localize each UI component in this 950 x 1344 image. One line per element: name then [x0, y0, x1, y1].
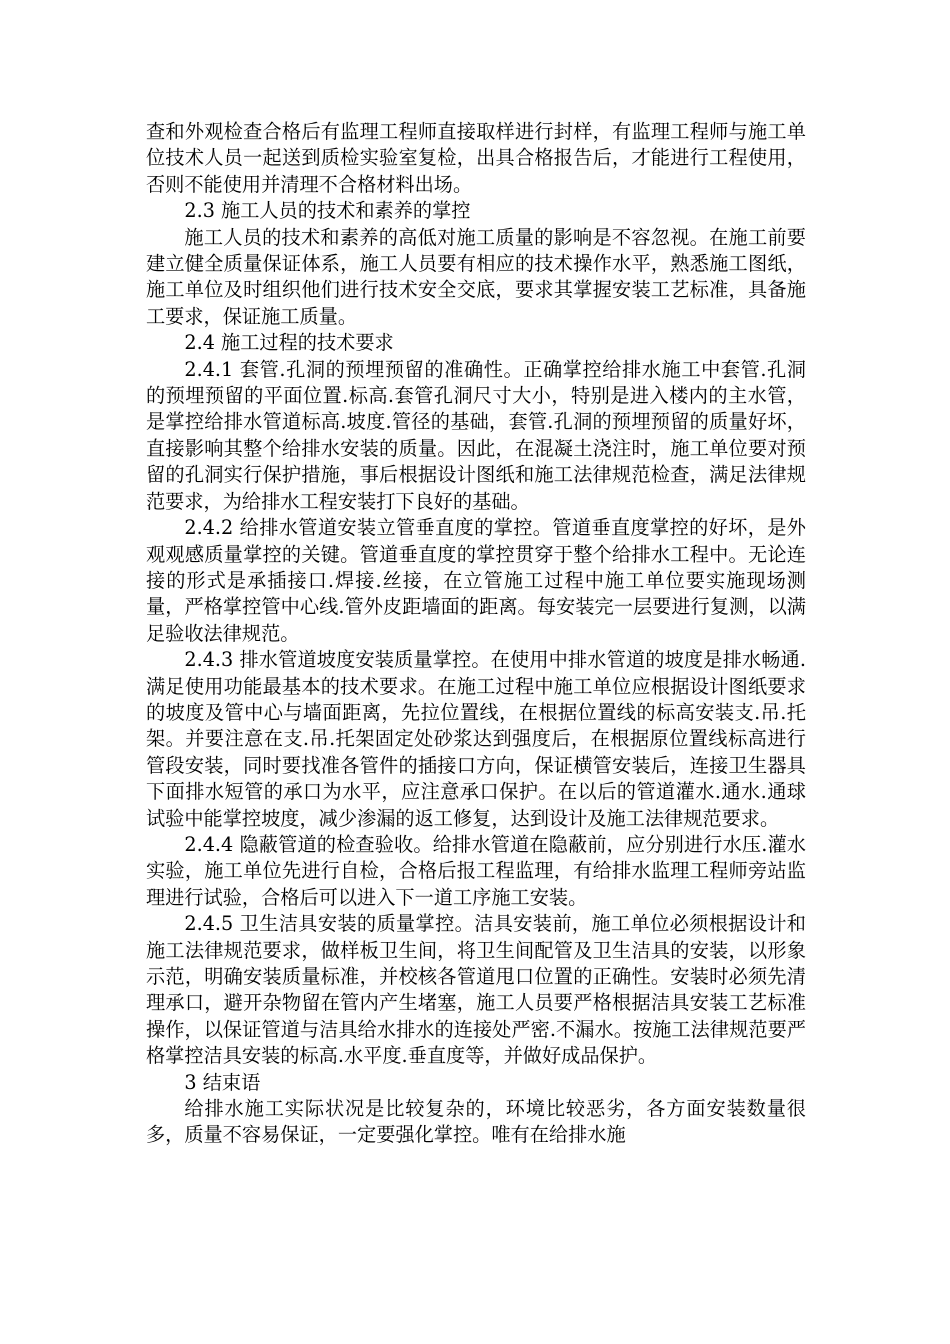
- document-page: [146, 119, 806, 1149]
- paragraph-continuation: 查和外观检查合格后有监理工程师直接取样进行封样，有监理工程师与施工单位技术人员一起送到质检实验室复检，出具合格报告后，才能进行工程使用，否则不能使用并清理不合格材料出场。: [146, 120, 806, 196]
- paragraph-2-4-4: 2.4.4 隐蔽管道的检查验收。给排水管道在隐蔽前，应分别进行水压.灌水实验，施工单位先进行自检，合格后报工程监理，有给排水监理工程师旁站监理进行试验，合格后可以进入下一道工序施工安装。: [146, 832, 806, 909]
- paragraph-2-4-5: 2.4.5 卫生洁具安装的质量掌控。洁具安装前，施工单位必须根据设计和施工法律规范要求，做样板卫生间，将卫生间配管及卫生洁具的安装，以形象示范，明确安装质量标准，并校核各管道甩口位置的正确性。安装时必须先清理承口，避开杂物留在管内产生堵塞，施工人员要严格根据洁具安装工艺标准操作，以保证管道与洁具给水排水的连接处严密.不漏水。按施工法律规范要严格掌控洁具安装的标高.水平度.垂直度等，并做好成品保护。: [146, 912, 806, 1068]
- section-heading-2-4: 2.4 施工过程的技术要求: [184, 331, 394, 355]
- paragraph-2-4-2: 2.4.2 给排水管道安装立管垂直度的掌控。管道垂直度掌控的好坏，是外观观感质量掌控的关键。管道垂直度的掌控贯穿于整个给排水工程中。无论连接的形式是承插接口.焊接.丝接，在立管施工过程中施工单位要实施现场测量，严格掌控管中心线.管外皮距墙面的距离。每安装完一层要进行复测，以满足验收法律规范。: [146, 516, 806, 645]
- paragraph-2-3: 施工人员的技术和素养的高低对施工质量的影响是不容忽视。在施工前要建立健全质量保证体系，施工人员要有相应的技术操作水平，熟悉施工图纸，施工单位及时组织他们进行技术安全交底，要求其掌握安装工艺标准，具备施工要求，保证施工质量。: [146, 225, 806, 328]
- paragraph-3: 给排水施工实际状况是比较复杂的，环境比较恶劣，各方面安装数量很多，质量不容易保证，一定要强化掌控。唯有在给排水施: [146, 1097, 806, 1147]
- section-heading-2-3: 2.3 施工人员的技术和素养的掌控: [184, 199, 471, 223]
- paragraph-2-4-1: 2.4.1 套管.孔洞的预埋预留的准确性。正确掌控给排水施工中套管.孔洞的预埋预留的平面位置.标高.套管孔洞尺寸大小，特别是进入楼内的主水管，是掌控给排水管道标高.坡度.管径的基础，套管.孔洞的预埋预留的质量好坏，直接影响其整个给排水安装的质量。因此，在混凝土浇注时，施工单位要对预留的孔洞实行保护措施，事后根据设计图纸和施工法律规范检查，满足法律规范要求，为给排水工程安装打下良好的基础。: [146, 357, 806, 513]
- section-heading-3: 3 结束语: [184, 1070, 261, 1094]
- paragraph-2-4-3: 2.4.3 排水管道坡度安装质量掌控。在使用中排水管道的坡度是排水畅通.满足使用功能最基本的技术要求。在施工过程中施工单位应根据设计图纸要求的坡度及管中心与墙面距离，先拉位置线，在根据位置线的标高安装支.吊.托架。并要注意在支.吊.托架固定处砂浆达到强度后，在根据原位置线标高进行管段安装，同时要找准各管件的插接口方向，保证横管安装后，连接卫生器具下面排水短管的承口为水平，应注意承口保护。在以后的管道灌水.通水.通球试验中能掌控坡度，减少渗漏的返工修复，达到设计及施工法律规范要求。: [146, 648, 806, 830]
